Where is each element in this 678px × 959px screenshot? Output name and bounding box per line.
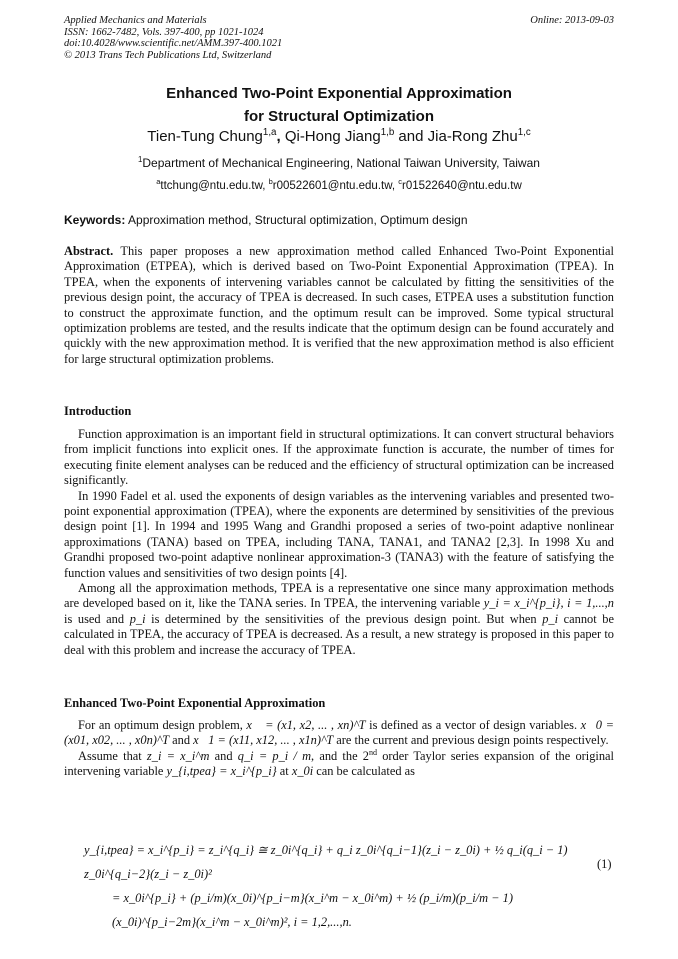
email-a: ttchung@ntu.edu.tw,: [160, 180, 269, 192]
author-3: Jia-Rong Zhu: [427, 128, 518, 145]
intro-p3-text-a: Among all the approximation methods, TPEA is a representative one since many approximation methods are developed based on it, like the TANA series. In TPEA, the intervening variable: [64, 581, 614, 611]
email-c-sup: c: [398, 177, 403, 187]
etpea-p2-text-c: , and the 2: [311, 748, 369, 763]
math-p-i: p_i: [129, 611, 146, 626]
introduction-body: [64, 427, 614, 658]
author-3-sup: 1,c: [517, 127, 531, 138]
etpea-p2-text-e: at: [276, 764, 292, 779]
title-line-1: Enhanced Two-Point Exponential Approximation: [166, 85, 512, 102]
math-current-point: x⃗0 = (x01, x02, ... , x0n)^T: [64, 718, 614, 748]
doi-line: doi:10.4028/www.scientific.net/AMM.397-400.1021: [64, 38, 283, 49]
equation-1-line-2: = x_0i^{p_i} + (p_i/m)(x_0i)^{p_i−m}(x_i^m − x_0i^m) + ½ (p_i/m)(p_i/m − 1)(x_0i)^{p_i−2m}(x_i^m − x_0i^m)², i = 1,2,...,n.: [112, 891, 513, 929]
abstract: [64, 244, 614, 367]
author-emails: [0, 177, 678, 192]
author-list: [0, 128, 678, 145]
intro-paragraph-3: [64, 581, 614, 658]
affiliation-sup: 1: [138, 155, 143, 164]
abstract-label: Abstract.: [64, 244, 114, 258]
journal-name: Applied Mechanics and Materials: [64, 15, 207, 26]
math-p-i-2: p_i: [542, 611, 559, 626]
online-date: Online: 2013-09-03: [530, 15, 614, 26]
intro-p3-text-b: is used and: [64, 611, 130, 626]
keywords-text: Approximation method, Structural optimization, Optimum design: [125, 213, 468, 227]
introduction-heading: Introduction: [64, 404, 132, 418]
author-2: Qi-Hong Jiang: [284, 128, 381, 145]
etpea-p2-sup: nd: [368, 747, 378, 757]
etpea-p1-text-d: are the current and previous design points respectively.: [333, 733, 609, 748]
etpea-body: [64, 718, 614, 780]
author-sep-2: and: [394, 128, 428, 145]
etpea-p2-text-a: Assume that: [78, 748, 147, 763]
math-z-i: z_i = x_i^m: [146, 748, 210, 763]
email-a-sup: a: [156, 177, 161, 187]
math-intervening-variable: y_i = x_i^{p_i}, i = 1,...,n: [483, 596, 614, 611]
intro-p3-text-d: cannot be calculated in TPEA, the accuracy of TPEA is decreased. As a result, a new strategy is proposed in this paper to deal with this problem and increase the accuracy of TPEA.: [64, 611, 614, 657]
math-y-tpea: y_{i,tpea} = x_i^{p_i}: [166, 764, 277, 779]
etpea-p2-text-d: order Taylor series expansion of the original intervening variable: [64, 748, 614, 779]
title-line-2: for Structural Optimization: [243, 108, 434, 125]
author-2-sup: 1,b: [380, 127, 395, 138]
affiliation: [0, 156, 678, 170]
paper-title: [0, 82, 678, 128]
etpea-paragraph-1: [64, 718, 614, 749]
equation-1-line-1: y_{i,tpea} = x_i^{p_i} = z_i^{q_i} ≅ z_0i^{q_i} + q_i z_0i^{q_i−1}(z_i − z_0i) + ½ q_i(q_i − 1) z_0i^{q_i−2}(z_i − z_0i)²: [84, 843, 568, 881]
copyright-line: © 2013 Trans Tech Publications Ltd, Switzerland: [64, 49, 272, 61]
etpea-p2-text-b: and: [209, 748, 238, 763]
abstract-paragraph: [64, 244, 614, 367]
intro-p3-text-c: is determined by the sensitivities of the previous design point. But when: [145, 611, 543, 626]
math-previous-point: x⃗1 = (x11, x12, ... , x1n)^T: [193, 733, 334, 748]
intro-paragraph-2: In 1990 Fadel et al. used the exponents of design variables as the intervening variables and presented two-point exponential approximation (TPEA), where the exponents are determined by sensitivities of the previous design point [1]. In 1994 and 1995 Wang and Grandhi proposed a series of two-point adaptive nonlinear approximations (TANA) based on TPEA, including TANA, TANA1, and TANA2 [2,3]. In 1998 Xu and Grandhi proposed two-point adaptive nonlinear approximation-3 (TANA3) with the feature of satisfying the function values and sensitivities of two design points [4].: [64, 488, 614, 580]
keywords: [64, 213, 468, 227]
author-1-sup: 1,a: [262, 127, 277, 138]
journal-header: [64, 15, 614, 61]
affiliation-text: Department of Mechanical Engineering, National Taiwan University, Taiwan: [142, 156, 540, 170]
intro-paragraph-1: Function approximation is an important field in structural optimizations. It can convert structural behaviors from implicit functions into explicit ones. If the approximate function is accurate, the number of times for executing finite element analyses can be reduced and the efficiency of structural optimization can be increased significantly.: [64, 427, 614, 488]
etpea-p1-text-a: For an optimum design problem,: [78, 718, 247, 732]
etpea-p1-text-b: is defined as a vector of design variables.: [365, 718, 581, 732]
author-sep-1: ,: [276, 128, 285, 145]
etpea-heading: Enhanced Two-Point Exponential Approximation: [64, 696, 326, 710]
email-c: r01522640@ntu.edu.tw: [402, 180, 522, 192]
email-b-sup: b: [268, 177, 273, 187]
etpea-p1-text-c: and: [169, 733, 194, 748]
author-1: Tien-Tung Chung: [147, 128, 263, 145]
math-design-vector: x⃗ = (x1, x2, ... , xn)^T: [246, 718, 366, 732]
etpea-paragraph-2: [64, 749, 614, 780]
abstract-text: This paper proposes a new approximation method called Enhanced Two-Point Exponential Approximation (ETPEA), which is derived based on Two-Point Exponential Approximation (TPEA). In TPEA, when the exponents of intervening variables cannot be calculated by fitting the sensitivities of the previous design point, the accuracy of TPEA is decreased. In such cases, ETPEA uses a substitution function to construct the approximate function, and the optimum result can be improved. Some typical structural optimization problems are tested, and the results indicate that the optimum design can be found accurately and quickly with the new approximation method. It is verified that the new approximation method is also efficient for large structural optimization problems.: [64, 244, 614, 366]
math-q-i: q_i = p_i / m: [237, 748, 312, 763]
keywords-label: Keywords:: [64, 213, 126, 227]
issn-line: ISSN: 1662-7482, Vols. 397-400, pp 1021-1024: [64, 26, 264, 38]
math-x-0i: x_0i: [291, 764, 314, 779]
equation-1: [84, 838, 584, 934]
equation-1-number: (1): [597, 857, 612, 871]
etpea-p2-text-f: can be calculated as: [313, 764, 415, 779]
email-b: r00522601@ntu.edu.tw,: [272, 180, 399, 192]
